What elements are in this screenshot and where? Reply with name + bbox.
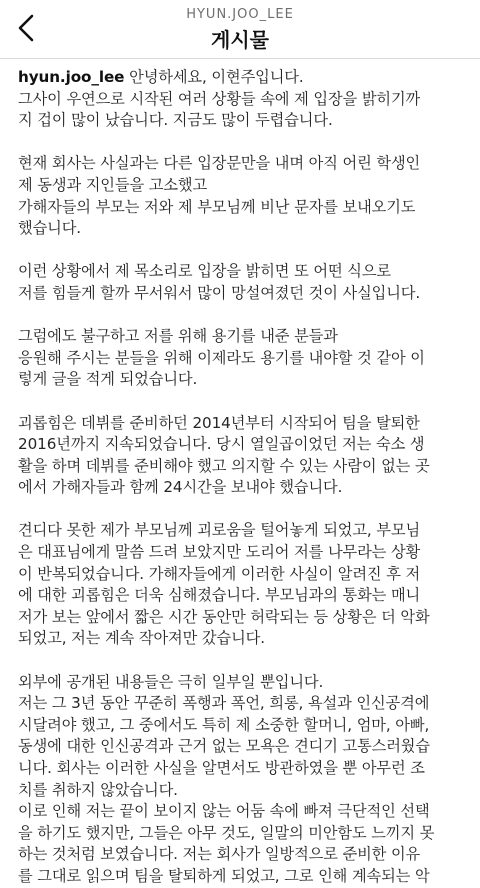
caption-line: 렇게 글을 적게 되었습니다. bbox=[18, 370, 198, 389]
caption-line: 가해자들의 부모는 저와 제 부모님께 비난 문자를 보내오기도 bbox=[18, 197, 416, 216]
caption-line: 지 겁이 많이 났습니다. 지금도 많이 두렵습니다. bbox=[18, 111, 333, 130]
header-username[interactable]: HYUN.JOO_LEE bbox=[186, 7, 294, 22]
caption-paragraph bbox=[18, 89, 462, 132]
caption-line: 에서 가해자들과 함께 24시간을 보내야 했습니다. bbox=[18, 478, 343, 497]
caption-line: 견디다 못한 제가 부모님께 괴로움을 털어놓게 되었고, 부모님 bbox=[18, 521, 421, 540]
page-title: 게시물 bbox=[211, 28, 269, 52]
caption-body bbox=[18, 89, 462, 888]
caption-line: 하는 것처럼 보였습니다. 저는 회사가 일방적으로 준비한 이유 bbox=[18, 845, 421, 864]
caption-line: 니다. 회사는 이러한 사실을 알면서도 방관하였을 뿐 아무런 조 bbox=[18, 759, 425, 777]
caption-line: 저가 보는 앞에서 짧은 시간 동안만 허락되는 등 상황은 더 악화 bbox=[18, 607, 430, 626]
caption-line: 응원해 주시는 분들을 위해 이제라도 용기를 내야할 것 같아 이 bbox=[18, 348, 425, 367]
caption-line: 제 동생과 지인들을 고소했고 bbox=[18, 175, 208, 194]
caption-line: 이 반복되었습니다. 가해자들에게 이러한 사실이 알려진 후 저 bbox=[18, 564, 421, 583]
post-caption bbox=[0, 59, 480, 888]
caption-paragraph bbox=[18, 261, 462, 304]
caption-line: 현재 회사는 사실과는 다른 입장문만을 내며 아직 어린 학생인 bbox=[18, 154, 421, 173]
header-bar bbox=[0, 0, 480, 59]
caption-line: 저는 그 3년 동안 꾸준히 폭행과 폭언, 희롱, 욕설과 인신공격에 bbox=[18, 694, 430, 713]
caption-line: 시달려야 했고, 그 중에서도 특히 제 소중한 할머니, 엄마, 아빠, bbox=[18, 715, 430, 734]
caption-line: 저를 힘들게 할까 무서워서 많이 망설여졌던 것이 사실입니다. bbox=[18, 283, 421, 302]
caption-line: 을 하기도 했지만, 그들은 아무 것도, 일말의 미안함도 느끼지 못 bbox=[18, 823, 435, 842]
caption-paragraph bbox=[18, 520, 462, 650]
caption-line: 에 대한 괴롭힘은 더욱 심해졌습니다. 부모님과의 통화는 매니 bbox=[18, 586, 421, 605]
caption-line: 동생에 대한 인신공격과 근거 없는 모욕은 견디기 고통스러웠습 bbox=[18, 737, 430, 756]
caption-paragraph bbox=[18, 413, 462, 499]
caption-line: 되었고, 저는 계속 작아져만 갔습니다. bbox=[18, 629, 265, 648]
caption-first-line bbox=[18, 67, 462, 89]
caption-paragraph bbox=[18, 326, 462, 391]
caption-line: 치를 취하지 않았습니다. bbox=[18, 780, 178, 799]
caption-line: 은 대표님에게 말씀 드려 보았지만 도리어 저를 나무라는 상황 bbox=[18, 543, 421, 562]
caption-line: 활을 하며 데뷔를 준비해야 했고 의지할 수 있는 사람이 없는 곳 bbox=[18, 456, 430, 475]
caption-line: 이런 상황에서 제 목소리로 입장을 밝히면 또 어떤 식으로 bbox=[18, 262, 391, 281]
caption-line: 했습니다. bbox=[18, 219, 82, 238]
caption-line: 2016년까지 지속되었습니다. 당시 열일곱이었던 저는 숙소 생 bbox=[18, 435, 425, 454]
caption-line: 괴롭힘은 데뷔를 준비하던 2014년부터 시작되어 팀을 탈퇴한 bbox=[18, 413, 420, 432]
greeting-text: 안녕하세요, 이현주입니다. bbox=[124, 68, 304, 86]
caption-line: 이로 인해 저는 끝이 보이지 않는 어둠 속에 빠져 극단적인 선택 bbox=[18, 802, 430, 821]
caption-line: 를 그대로 읽으며 팀을 탈퇴하게 되었고, 그로 인해 계속되는 악 bbox=[18, 866, 430, 885]
author-username[interactable]: hyun.joo_lee bbox=[18, 68, 125, 86]
caption-line: 그사이 우연으로 시작된 여러 상황들 속에 제 입장을 밝히기까 bbox=[18, 89, 421, 108]
caption-paragraph bbox=[18, 672, 462, 888]
caption-line: 그럼에도 불구하고 저를 위해 용기를 내준 분들과 bbox=[18, 327, 338, 346]
caption-line: 외부에 공개된 내용들은 극히 일부일 뿐입니다. bbox=[18, 672, 324, 691]
caption-paragraph bbox=[18, 153, 462, 239]
